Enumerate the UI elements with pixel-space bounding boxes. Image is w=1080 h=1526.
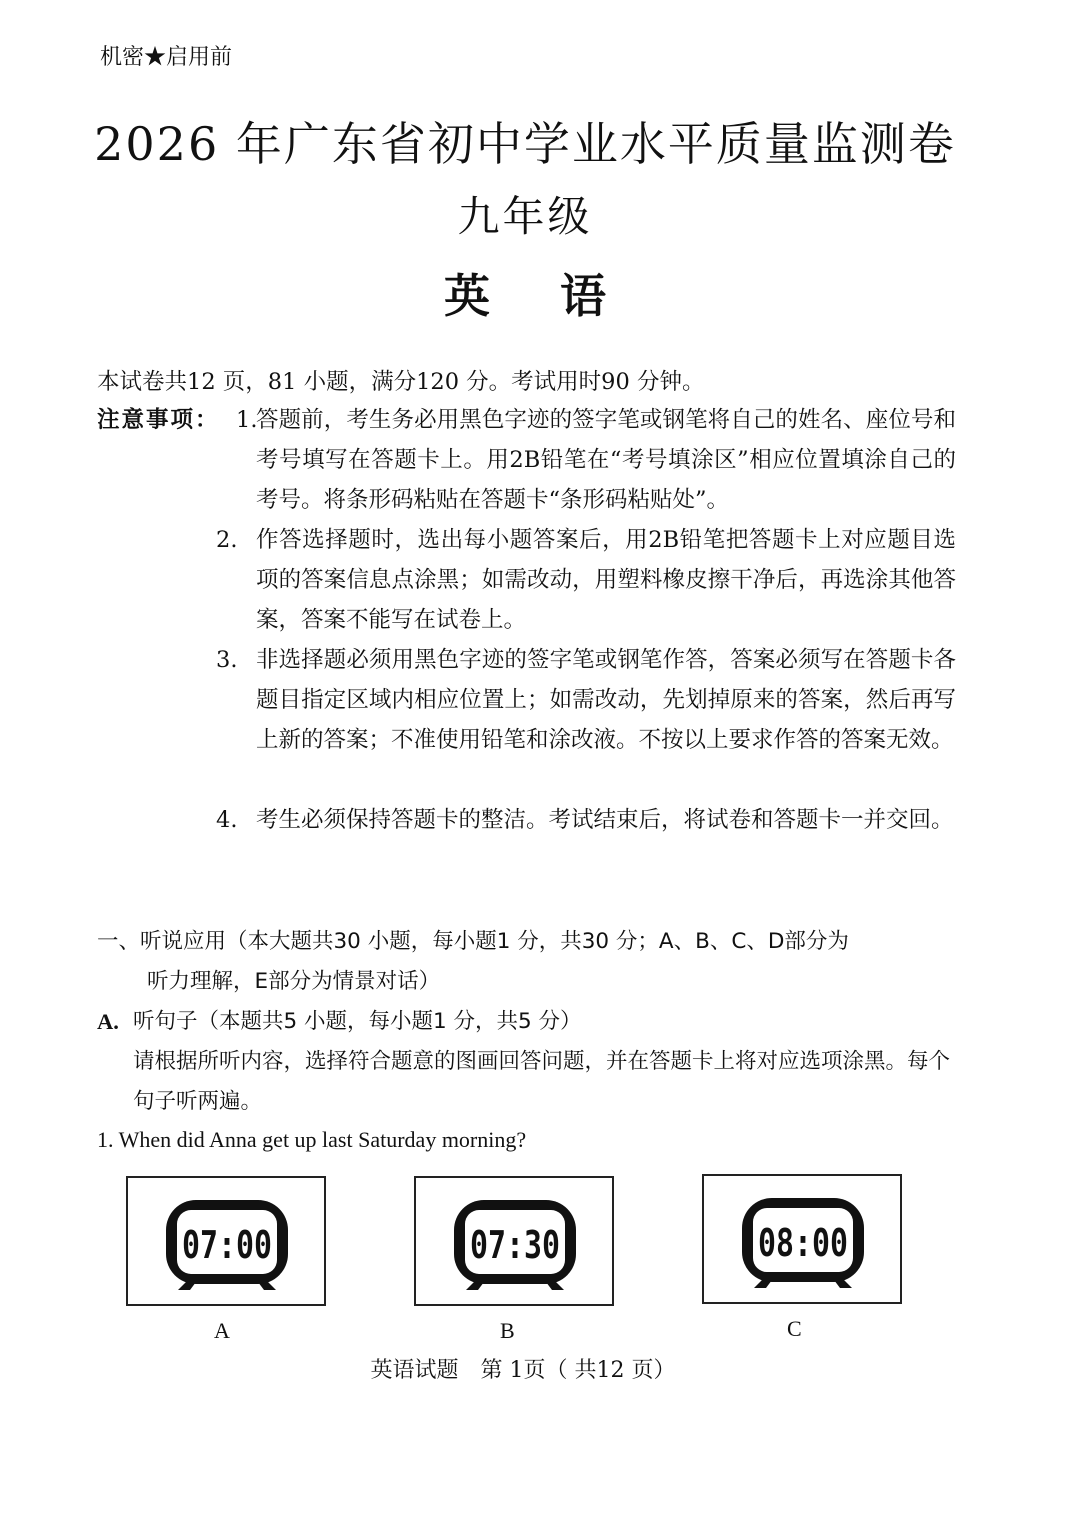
section-heading-line2: 听力理解，E部分为情景对话） xyxy=(147,969,441,994)
section-heading xyxy=(97,922,957,1002)
option-time: 07:00 xyxy=(182,1223,272,1267)
notice-item xyxy=(216,520,956,640)
section-heading-line1: 一、听说应用（本大题共30 小题，每小题1 分，共30 分；A、B、C、D部分为 xyxy=(97,929,849,954)
part-a-label: A. xyxy=(97,1009,119,1034)
option-letter: C xyxy=(787,1316,802,1341)
notice-item-number: 3. xyxy=(216,647,238,673)
notice-item xyxy=(236,400,956,520)
alarm-clock-icon xyxy=(164,1196,290,1292)
notice-item xyxy=(216,800,956,840)
notice-item-text: 考生必须保持答题卡的整洁。考试结束后，将试卷和答题卡一并交回。 xyxy=(256,807,954,833)
part-a-title: 听句子（本题共5 小题，每小题1 分，共5 分） xyxy=(133,1009,582,1034)
option-b-image xyxy=(414,1176,614,1306)
notice-item-number: 1. xyxy=(236,407,258,433)
notice-item-text: 答题前，考生务必用黑色字迹的签字笔或钢笔将自己的姓名、座位号和考号填写在答题卡上。用2B铅笔在“考号填涂区”相应位置填涂自己的考号。将条形码粘贴在答题卡“条形码粘贴处”。 xyxy=(256,407,956,513)
question-1: 1. When did Anna get up last Saturday morning? xyxy=(97,1127,527,1152)
subject-label: 英语 xyxy=(444,269,676,323)
option-letter: A xyxy=(214,1318,230,1343)
notice-item xyxy=(216,640,956,760)
part-a-instructions: 请根据所听内容，选择符合题意的图画回答问题，并在答题卡上将对应选项涂黑。每个句子听两遍。 xyxy=(133,1049,951,1114)
secret-label: 机密★启用前 xyxy=(100,45,233,70)
notice-item-number: 4. xyxy=(216,807,238,833)
exam-title: 2026 年广东省初中学业水平质量监测卷 xyxy=(94,117,956,171)
page-footer: 英语试题 第 1页（ 共12 页） xyxy=(370,1358,676,1383)
notice-heading: 注意事项： xyxy=(97,407,220,433)
exam-intro: 本试卷共12 页，81 小题，满分120 分。考试用时90 分钟。 xyxy=(97,369,705,395)
option-letter: B xyxy=(500,1318,515,1343)
alarm-clock-icon xyxy=(740,1194,866,1290)
notice-item-number: 2. xyxy=(216,527,238,553)
option-a-image xyxy=(126,1176,326,1306)
notice-item-text: 作答选择题时，选出每小题答案后，用2B铅笔把答题卡上对应题目选项的答案信息点涂黑；如需改动，用塑料橡皮擦干净后，再选涂其他答案，答案不能写在试卷上。 xyxy=(256,527,956,633)
notice-item-text: 非选择题必须用黑色字迹的签字笔或钢笔作答，答案必须写在答题卡各题目指定区域内相应位置上；如需改动，先划掉原来的答案，然后再写上新的答案；不准使用铅笔和涂改液。不按以上要求作答的答案无效。 xyxy=(256,647,956,753)
grade-label: 九年级 xyxy=(457,192,593,241)
option-c-image xyxy=(702,1174,902,1304)
alarm-clock-icon xyxy=(452,1196,578,1292)
option-time: 07:30 xyxy=(470,1223,560,1267)
option-time: 08:00 xyxy=(758,1221,848,1265)
